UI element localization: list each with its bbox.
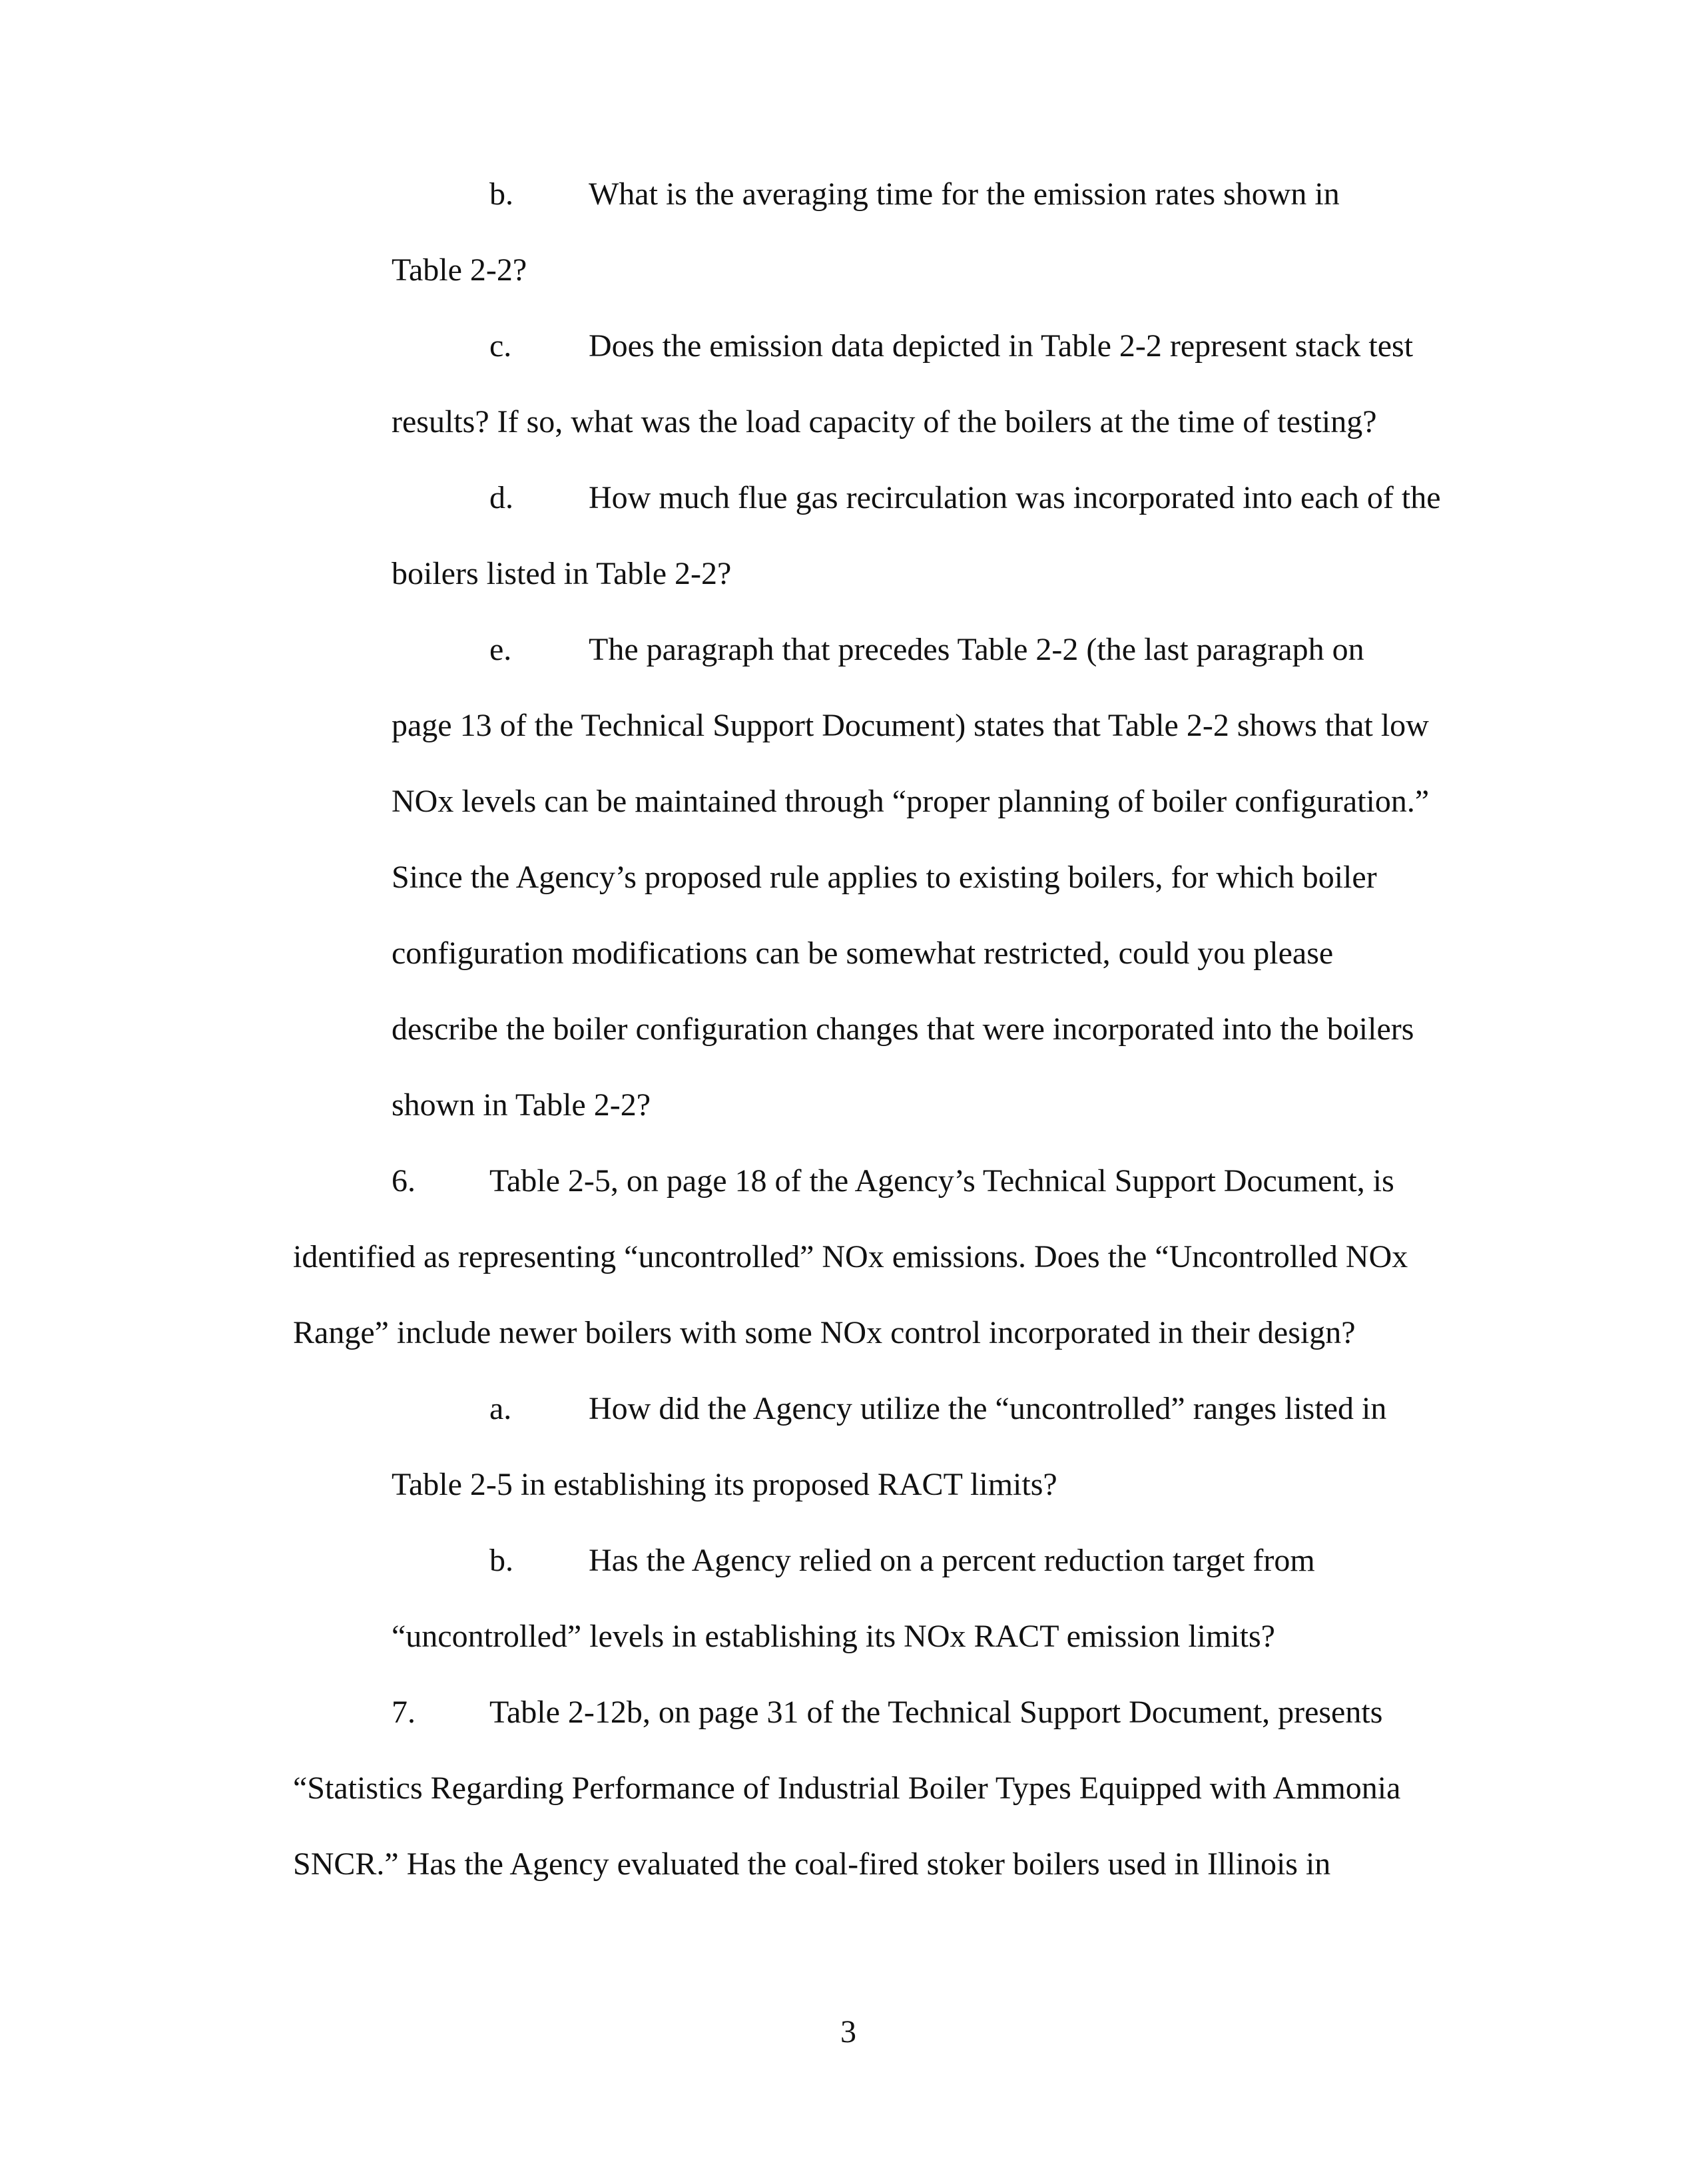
item-marker: b. [489,176,513,212]
text-line: Does the emission data depicted in Table 2-2 represent stack test [589,328,1414,364]
item-marker: 7. [392,1695,416,1730]
text-line: configuration modifications can be somewhat restricted, could you please [392,936,1334,971]
item-marker: 6. [392,1163,416,1199]
text-line: Range” include newer boilers with some NOx control incorporated in their design? [293,1315,1356,1350]
text-line: results? If so, what was the load capacity of the boilers at the time of testing? [392,404,1377,439]
text-line: describe the boiler configuration changes that were incorporated into the boilers [392,1011,1414,1047]
page-number: 3 [840,2014,856,2049]
text-line: Table 2-5, on page 18 of the Agency’s Technical Support Document, is [489,1163,1394,1199]
text-line: How much flue gas recirculation was incorporated into each of the [589,480,1441,515]
text-line: “uncontrolled” levels in establishing its NOx RACT emission limits? [392,1619,1275,1654]
text-line: Since the Agency’s proposed rule applies to existing boilers, for which boiler [392,860,1377,895]
text-line: SNCR.” Has the Agency evaluated the coal-fired stoker boilers used in Illinois in [293,1846,1331,1882]
item-marker: b. [489,1543,513,1578]
text-line: boilers listed in Table 2-2? [392,556,732,591]
text-line: What is the averaging time for the emission rates shown in [589,176,1340,212]
text-line: How did the Agency utilize the “uncontrolled” ranges listed in [589,1391,1387,1426]
item-marker: c. [489,328,512,364]
text-line: Has the Agency relied on a percent reduction target from [589,1543,1315,1578]
text-line: Table 2-5 in establishing its proposed RACT limits? [392,1467,1057,1502]
text-line: page 13 of the Technical Support Document) states that Table 2-2 shows that low [392,708,1429,743]
text-line: The paragraph that precedes Table 2-2 (the last paragraph on [589,632,1364,667]
text-line: Table 2-2? [392,252,527,288]
item-marker: a. [489,1391,512,1426]
item-marker: d. [489,480,513,515]
text-line: Table 2-12b, on page 31 of the Technical Support Document, presents [489,1695,1383,1730]
text-line: shown in Table 2-2? [392,1087,651,1123]
text-line: NOx levels can be maintained through “proper planning of boiler configuration.” [392,784,1430,819]
item-marker: e. [489,632,512,667]
text-line: identified as representing “uncontrolled” NOx emissions. Does the “Uncontrolled NOx [293,1239,1408,1274]
text-line: “Statistics Regarding Performance of Industrial Boiler Types Equipped with Ammonia [293,1771,1401,1806]
